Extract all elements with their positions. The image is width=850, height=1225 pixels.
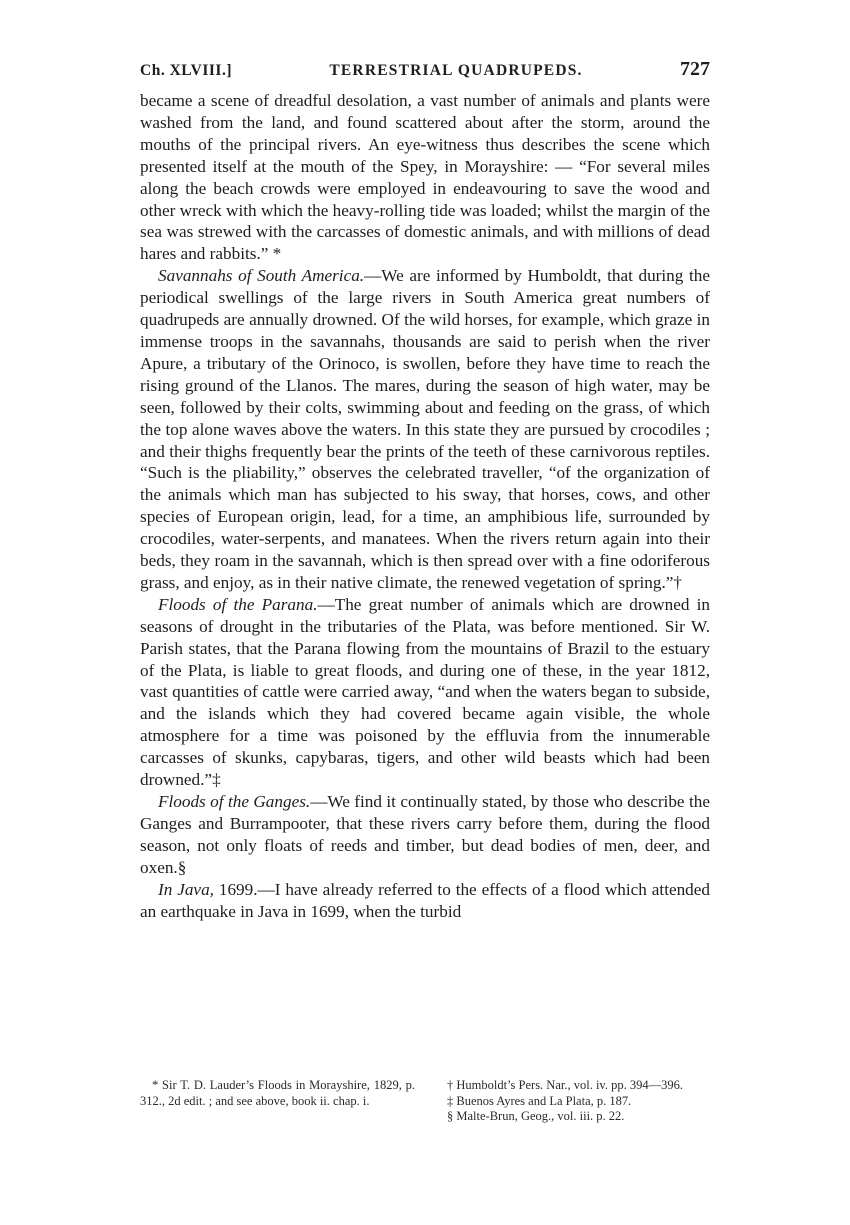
main-text [140,90,710,922]
paragraph-continued: became a scene of dreadful desolation, a vast number of animals and plants were washed from the land, and found scattered about after the storm, around the mouths of the principal rivers. An eye-witness thus describes the scene which presented itself at the mouth of the Spey, in Morayshire: — “For several miles along the beach crowds were employed in endeavouring to save the wood and other wreck with which the heavy-rolling tide was loaded; whilst the margin of the sea was strewed with the carcasses of domestic animals, and with millions of dead hares and rabbits.” * [140,91,710,264]
paragraph-java-text: 1699.—I have already referred to the effects of a flood which attended an earthquake in Java in 1699, when the turbid [140,879,711,921]
footnote-section: § Malte-Brun, Geog., vol. iii. p. 22. [447,1109,625,1123]
running-title: TERRESTRIAL QUADRUPEDS. [329,62,583,79]
book-page [140,58,710,922]
paragraph-savannahs-text: —We are informed by Humboldt, that during the periodical swellings of the large rivers in South America great numbers of quadrupeds are annually drowned. Of the wild horses, for example, which graze in immense troops in the savannahs, thousands are said to perish when the river Apure, a tributary of the Orinoco, is swollen, before they have time to reach the rising ground of the Llanos. The mares, during the season of high water, may be seen, followed by their colts, swimming about and feeding on the grass, of which the top alone waves above the waters. In this state they are pursued by crocodiles ; and their thighs frequently bear the prints of the teeth of these carnivorous reptiles. “Such is the pliability,” observes the celebrated traveller, “of the organization of the animals which man has subjected to his sway, that horses, cows, and other species of European origin, lead, for a time, an amphibious life, surrounded by crocodiles, water-serpents, and manatees. When the rivers return again into their beds, they roam in the savannah, which is then spread over with a fine odoriferous grass, and enjoy, as in their native climate, the renewed vegetation of spring.”† [140,266,710,592]
paragraph-parana-text: —The great number of animals which are drowned in seasons of drought in the tributaries of the Plata, was before mentioned. Sir W. Parish states, that the Parana flowing from the mountains of Brazil to the estuary of the Plata, is liable to great floods, and during one of these, in the year 1812, vast quantities of cattle were carried away, “and when the waters began to subside, and the islands which they had covered became again visible, the whole atmosphere for a time was poisoned by the effluvia from the innumerable carcasses of skunks, capybaras, tigers, and other wild beasts which had been drowned.”‡ [140,594,710,790]
paragraph-ganges [140,791,710,879]
footnote-double-dagger: ‡ Buenos Ayres and La Plata, p. 187. [447,1093,632,1108]
footnotes-left-column [140,1078,415,1125]
footnotes-right-column [435,1078,710,1125]
section-heading-ganges: Floods of the Ganges. [158,792,311,811]
footnote-asterisk: * Sir T. D. Lauder’s Floods in Morayshire, 1829, p. 312., 2d edit. ; and see above, book ii. chap. i. [140,1078,415,1108]
footnote-dagger: † Humboldt’s Pers. Nar., vol. iv. pp. 394—396. [447,1078,683,1092]
section-heading-java: In Java, [158,879,214,899]
running-header [140,58,710,90]
page-number: 727 [679,58,710,80]
footnotes [140,1078,710,1125]
paragraph-java [140,879,710,923]
section-heading-savannahs: Savannahs of South America. [158,266,365,286]
paragraph-parana [140,594,710,791]
paragraph-ganges-text: —We find it continually stated, by those who describe the Ganges and Burrampooter, that these rivers carry before them, during the flood season, not only floats of reeds and timber, but dead bodies of men, deer, and oxen.§ [140,792,710,877]
section-heading-parana: Floods of the Parana. [158,594,318,614]
chapter-reference: Ch. XLVIII.] [140,62,232,79]
paragraph-savannahs [140,265,710,594]
